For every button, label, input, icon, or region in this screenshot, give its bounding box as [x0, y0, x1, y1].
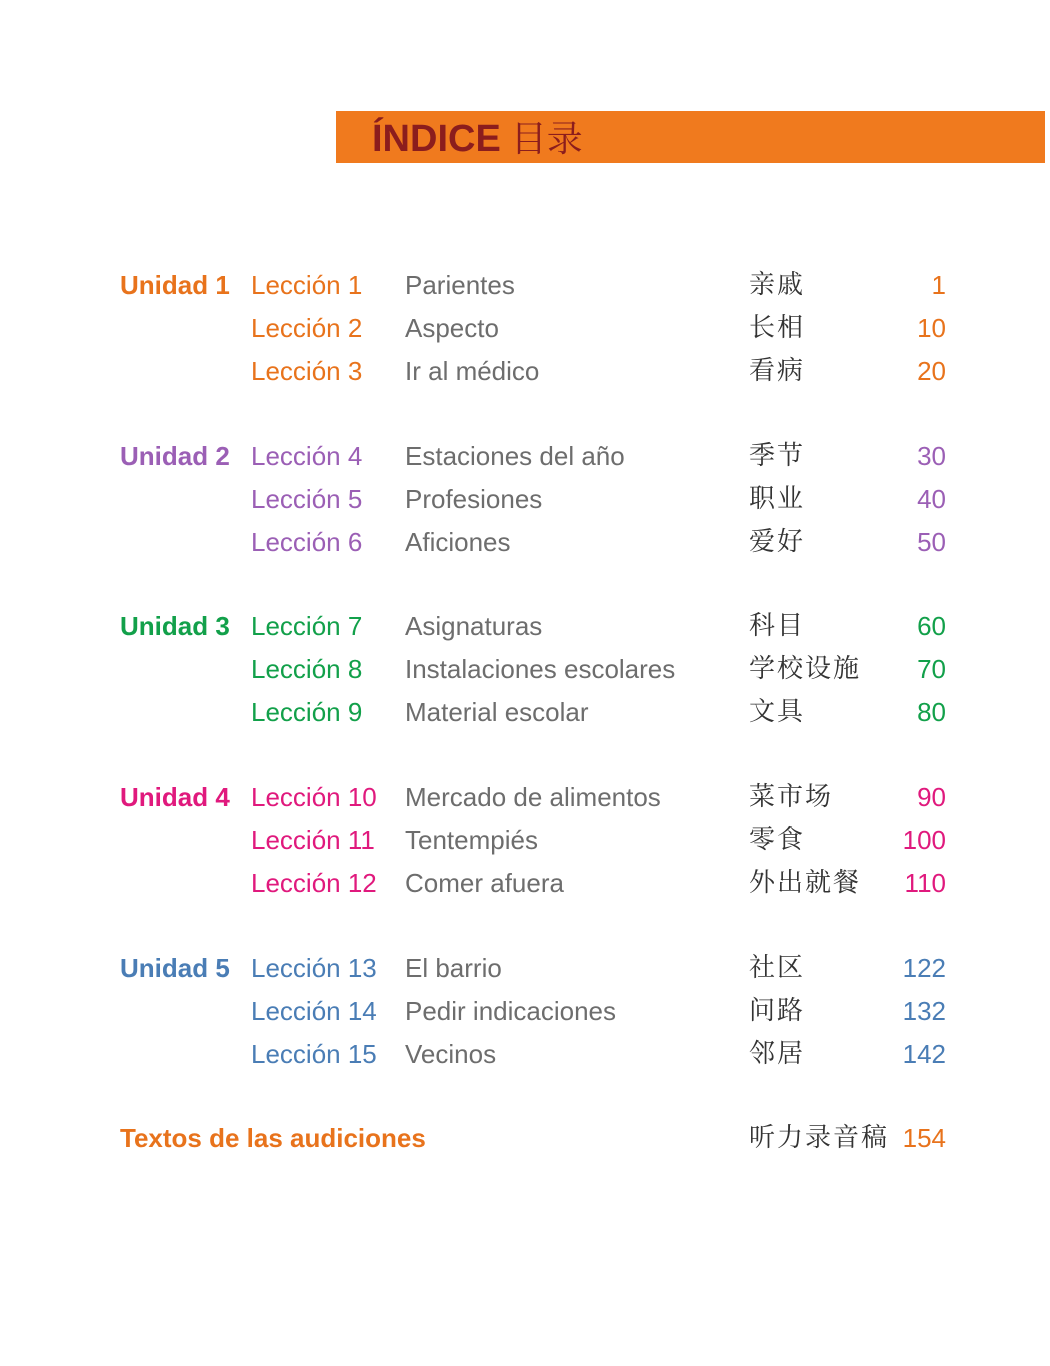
page-number: 122 — [902, 953, 946, 983]
toc-row[interactable] — [0, 1034, 1050, 1074]
toc-row[interactable] — [0, 777, 1050, 817]
page-number: 10 — [917, 313, 946, 343]
lesson-title: Material escolar — [405, 697, 589, 727]
lesson-label: Lección 15 — [251, 1039, 377, 1069]
lesson-label: Lección 6 — [251, 527, 363, 557]
page-number: 110 — [904, 868, 946, 898]
unit-label: Unidad 1 — [120, 270, 230, 300]
lesson-title-zh: 邻居 — [749, 1039, 806, 1069]
lesson-title: Parientes — [405, 270, 515, 300]
page-number: 70 — [917, 654, 946, 684]
lesson-title-zh: 职业 — [749, 484, 806, 514]
page-title — [372, 113, 583, 165]
unit-label: Unidad 5 — [120, 953, 230, 983]
lesson-title: Aficiones — [405, 527, 511, 557]
toc-row[interactable] — [0, 265, 1050, 305]
toc-row[interactable] — [0, 522, 1050, 562]
unit-label: Unidad 2 — [120, 441, 230, 471]
page-number: 40 — [917, 484, 946, 514]
lesson-title: Pedir indicaciones — [405, 996, 617, 1026]
lesson-title-zh: 外出就餐 — [749, 868, 862, 898]
lesson-title: Aspecto — [405, 313, 499, 343]
lesson-label: Lección 12 — [251, 868, 377, 898]
toc-row[interactable] — [0, 649, 1050, 689]
lesson-title: Profesiones — [405, 484, 543, 514]
page-title-es: ÍNDICE — [372, 118, 501, 160]
lesson-title-zh: 零食 — [749, 825, 806, 855]
lesson-title-zh: 问路 — [749, 996, 806, 1026]
lesson-title: Asignaturas — [405, 611, 543, 641]
page-number: 90 — [917, 782, 946, 812]
page-number: 100 — [902, 825, 946, 855]
lesson-label: Lección 9 — [251, 697, 363, 727]
lesson-title: El barrio — [405, 953, 502, 983]
lesson-label: Lección 14 — [251, 996, 377, 1026]
toc-row[interactable] — [0, 948, 1050, 988]
audio-texts-title-zh: 听力录音稿 — [749, 1123, 890, 1153]
unit-label: Unidad 3 — [120, 611, 230, 641]
page-title-zh: 目录 — [510, 119, 583, 160]
toc-row[interactable] — [0, 692, 1050, 732]
toc-row[interactable] — [0, 308, 1050, 348]
page-number: 50 — [917, 527, 946, 557]
page-number: 142 — [902, 1039, 946, 1069]
page-number: 20 — [917, 356, 946, 386]
toc-row[interactable] — [0, 351, 1050, 391]
lesson-title-zh: 科目 — [749, 611, 806, 641]
lesson-title: Instalaciones escolares — [405, 654, 676, 684]
toc-row[interactable] — [0, 606, 1050, 646]
lesson-title-zh: 爱好 — [749, 527, 806, 557]
lesson-title-zh: 长相 — [749, 313, 806, 343]
lesson-title: Mercado de alimentos — [405, 782, 661, 812]
lesson-label: Lección 2 — [251, 313, 363, 343]
lesson-title-zh: 菜市场 — [749, 782, 834, 812]
lesson-title: Tentempiés — [405, 825, 538, 855]
toc-row[interactable] — [0, 436, 1050, 476]
lesson-label: Lección 4 — [251, 441, 363, 471]
toc-row[interactable] — [0, 820, 1050, 860]
lesson-label: Lección 7 — [251, 611, 363, 641]
lesson-label: Lección 13 — [251, 953, 377, 983]
lesson-title: Ir al médico — [405, 356, 540, 386]
page-number: 60 — [917, 611, 946, 641]
page-number: 1 — [931, 270, 946, 300]
unit-label: Unidad 4 — [120, 782, 230, 812]
lesson-label: Lección 1 — [251, 270, 363, 300]
page-number: 80 — [917, 697, 946, 727]
lesson-title-zh: 亲戚 — [749, 270, 806, 300]
page-number: 154 — [902, 1123, 946, 1153]
lesson-label: Lección 5 — [251, 484, 363, 514]
audio-texts-title: Textos de las audiciones — [120, 1123, 426, 1153]
lesson-label: Lección 10 — [251, 782, 377, 812]
lesson-label: Lección 11 — [251, 825, 375, 855]
lesson-label: Lección 8 — [251, 654, 363, 684]
lesson-title: Vecinos — [405, 1039, 497, 1069]
lesson-title-zh: 社区 — [749, 953, 806, 983]
toc-row[interactable] — [0, 991, 1050, 1031]
lesson-title-zh: 看病 — [749, 356, 806, 386]
page-number: 132 — [902, 996, 946, 1026]
toc-row-audio-texts[interactable] — [0, 1118, 1050, 1158]
lesson-title-zh: 学校设施 — [749, 654, 862, 684]
page-number: 30 — [917, 441, 946, 471]
lesson-title-zh: 季节 — [749, 441, 806, 471]
toc-row[interactable] — [0, 863, 1050, 903]
lesson-title: Comer afuera — [405, 868, 564, 898]
lesson-title-zh: 文具 — [749, 697, 806, 727]
lesson-label: Lección 3 — [251, 356, 363, 386]
lesson-title: Estaciones del año — [405, 441, 625, 471]
toc-row[interactable] — [0, 479, 1050, 519]
